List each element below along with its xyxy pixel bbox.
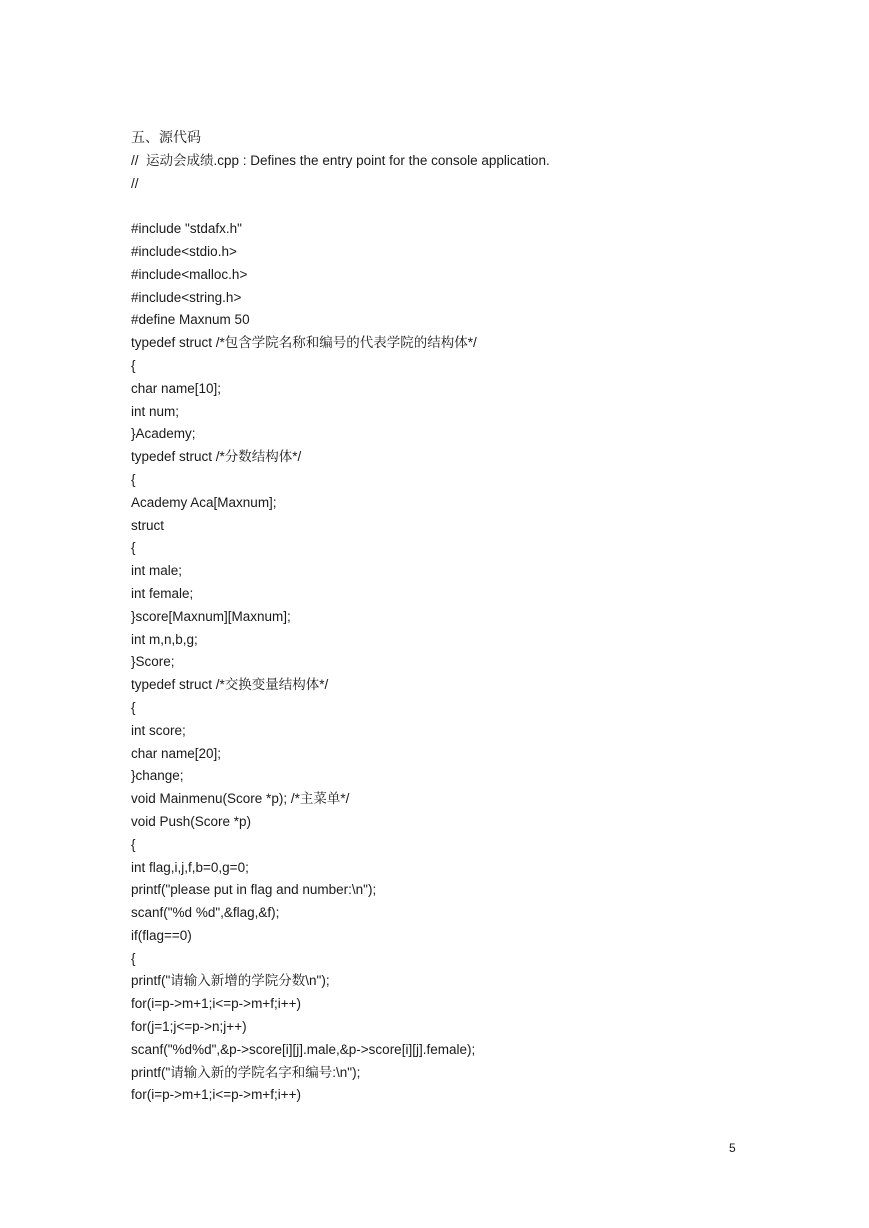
code-line: {: [131, 357, 136, 373]
code-line: scanf("%d %d",&flag,&f);: [131, 905, 280, 921]
code-line: typedef struct /*包含学院名称和编号的代表学院的结构体*/: [131, 335, 477, 351]
code-line: typedef struct /*交换变量结构体*/: [131, 677, 329, 693]
code-line: #include<stdio.h>: [131, 243, 237, 259]
code-line: for(i=p->m+1;i<=p->m+f;i++): [131, 996, 301, 1012]
source-code-block: [131, 150, 771, 1107]
code-line: int num;: [131, 403, 180, 419]
code-line: for(j=1;j<=p->n;j++): [131, 1019, 247, 1035]
code-line: int male;: [131, 563, 183, 579]
code-line: char name[20];: [131, 745, 222, 761]
code-line: {: [131, 471, 136, 487]
code-line: typedef struct /*分数结构体*/: [131, 449, 302, 465]
code-line: }score[Maxnum][Maxnum];: [131, 608, 291, 624]
code-line: printf("请输入新的学院名字和编号:\n");: [131, 1064, 361, 1080]
code-line: {: [131, 950, 136, 966]
code-line: //: [131, 175, 139, 191]
code-line: Academy Aca[Maxnum];: [131, 494, 277, 510]
code-line: int female;: [131, 585, 194, 601]
code-line: struct: [131, 517, 165, 533]
code-line: #include<string.h>: [131, 289, 242, 305]
code-line: void Mainmenu(Score *p); /*主菜单*/: [131, 791, 350, 807]
code-line: {: [131, 699, 136, 715]
code-line: {: [131, 540, 136, 556]
code-line: }change;: [131, 768, 184, 784]
code-line: }Academy;: [131, 426, 196, 442]
document-body: [131, 127, 771, 1107]
code-line: int score;: [131, 722, 186, 738]
code-line: void Push(Score *p): [131, 813, 252, 829]
section-heading: 五、源代码: [131, 130, 201, 146]
code-line: scanf("%d%d",&p->score[i][j].male,&p->score[i][j].female);: [131, 1041, 476, 1057]
code-line: for(i=p->m+1;i<=p->m+f;i++): [131, 1087, 301, 1103]
code-line: if(flag==0): [131, 927, 192, 943]
code-line: char name[10];: [131, 380, 222, 396]
code-line: {: [131, 836, 136, 852]
code-line: int flag,i,j,f,b=0,g=0;: [131, 859, 249, 875]
code-line: #define Maxnum 50: [131, 312, 250, 328]
code-line: #include<malloc.h>: [131, 266, 248, 282]
code-line: #include "stdafx.h": [131, 221, 242, 237]
code-line: int m,n,b,g;: [131, 631, 198, 647]
code-line: // 运动会成绩.cpp : Defines the entry point for the console application.: [131, 152, 550, 168]
code-line: }Score;: [131, 654, 175, 670]
page-number: 5: [729, 1141, 736, 1155]
code-line: printf("please put in flag and number:\n");: [131, 882, 377, 898]
code-line: printf("请输入新增的学院分数\n");: [131, 973, 330, 989]
code-line: [131, 195, 771, 218]
